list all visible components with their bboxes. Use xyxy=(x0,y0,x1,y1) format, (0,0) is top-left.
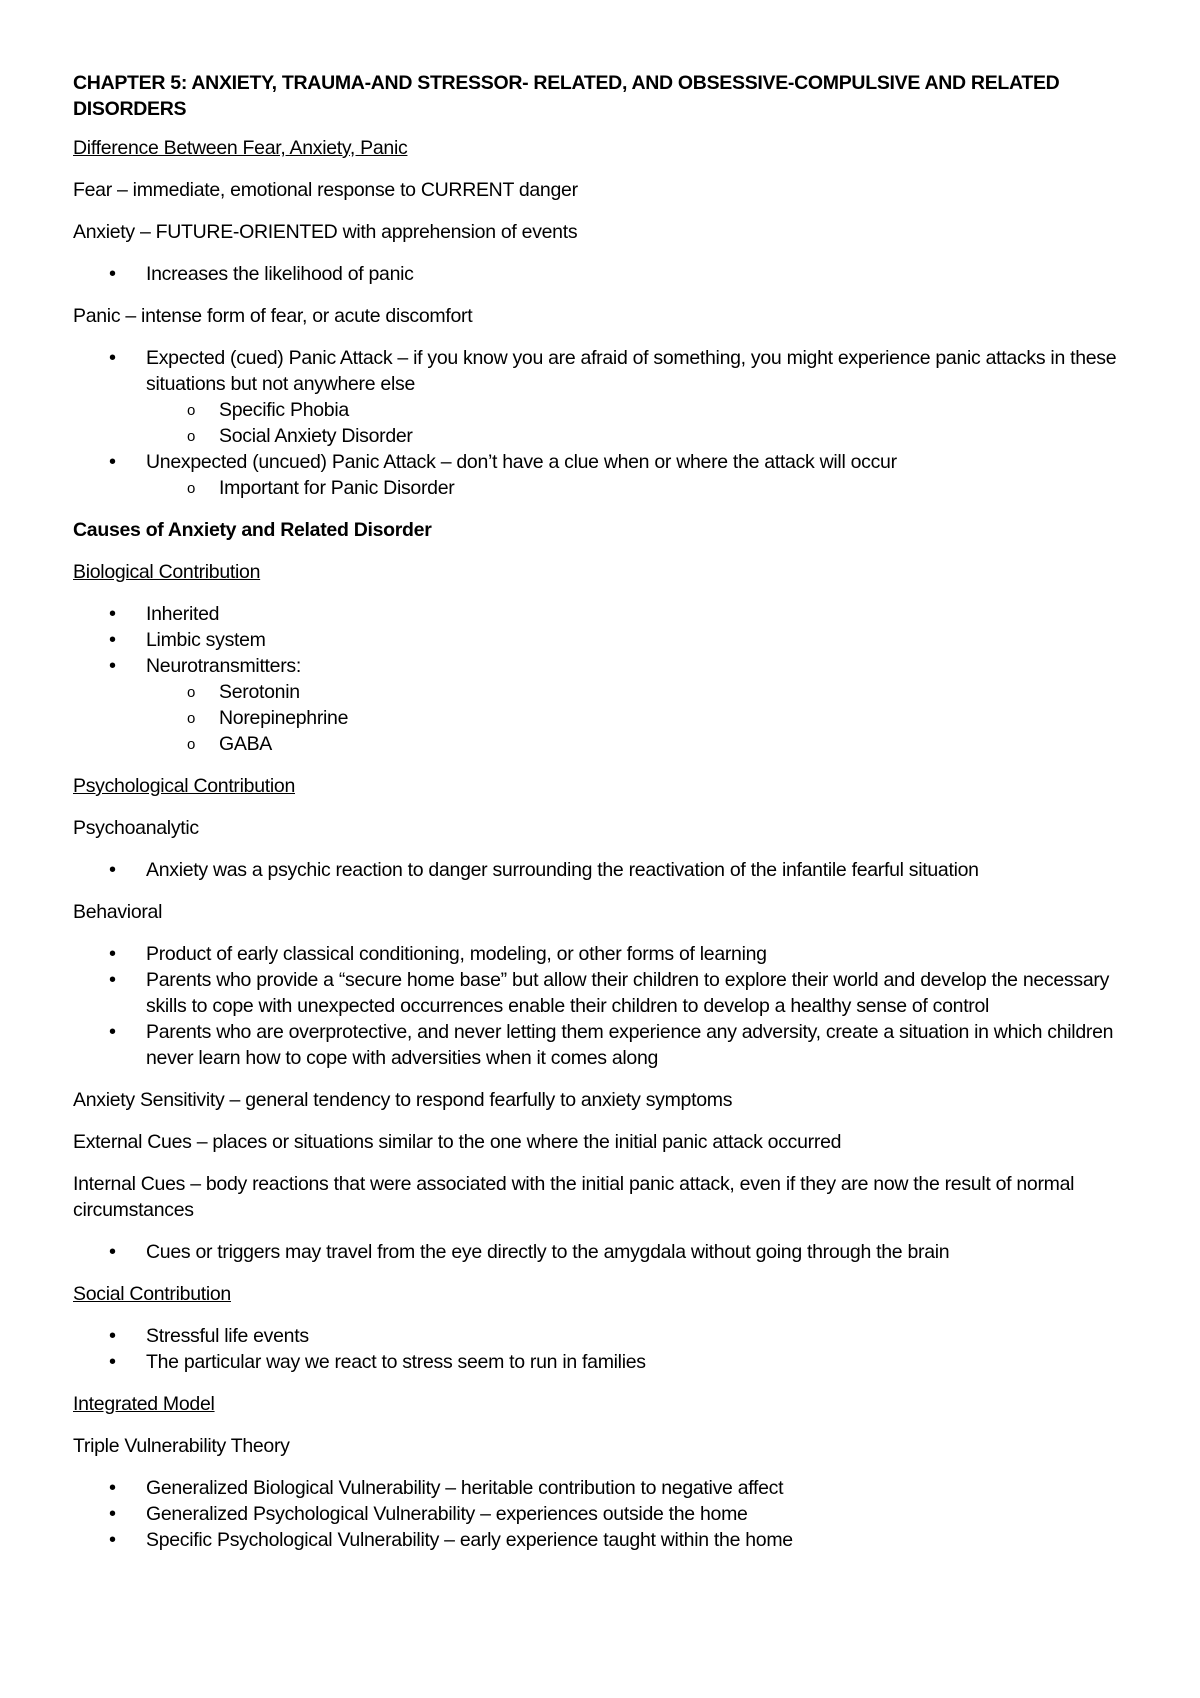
psychoanalytic-list xyxy=(73,857,1143,883)
list-item: • The particular way we react to stress seem to run in families xyxy=(73,1349,1143,1375)
list-item: • Unexpected (uncued) Panic Attack – don’t have a clue when or where the attack will occur xyxy=(73,449,1143,475)
sub-list-item: o Serotonin xyxy=(73,679,1143,705)
causes-heading: Causes of Anxiety and Related Disorder xyxy=(73,519,432,541)
list-item: • Inherited xyxy=(73,601,1143,627)
sub-list-item: o Norepinephrine xyxy=(73,705,1143,731)
chapter-title: CHAPTER 5: ANXIETY, TRAUMA-AND STRESSOR- RELATED, AND OBSESSIVE-COMPULSIVE AND RELATED DISORDERS xyxy=(73,72,1060,120)
biological-list xyxy=(73,601,1143,757)
list-item: • Generalized Biological Vulnerability – heritable contribution to negative affect xyxy=(73,1475,1143,1501)
section-heading-biological: Biological Contribution xyxy=(73,561,261,583)
list-item: • Product of early classical conditioning, modeling, or other forms of learning xyxy=(73,941,1143,967)
anxiety-list xyxy=(73,261,1143,287)
section-heading-difference: Difference Between Fear, Anxiety, Panic xyxy=(73,137,408,159)
psychoanalytic-label: Psychoanalytic xyxy=(73,817,199,839)
list-item: • Increases the likelihood of panic xyxy=(73,261,1143,287)
fear-definition: Fear – immediate, emotional response to CURRENT danger xyxy=(73,179,578,201)
internal-cues-list xyxy=(73,1239,1143,1265)
list-item: • Cues or triggers may travel from the eye directly to the amygdala without going through the brain xyxy=(73,1239,1143,1265)
section-heading-psychological: Psychological Contribution xyxy=(73,775,295,797)
list-item: • Anxiety was a psychic reaction to danger surrounding the reactivation of the infantile fearful situation xyxy=(73,857,1143,883)
section-heading-integrated: Integrated Model xyxy=(73,1393,215,1415)
internal-cues: Internal Cues – body reactions that were associated with the initial panic attack, even if they are now the result of normal circumstances xyxy=(73,1173,1075,1221)
anxiety-definition: Anxiety – FUTURE-ORIENTED with apprehension of events xyxy=(73,221,578,243)
list-item: • Parents who provide a “secure home base” but allow their children to explore their world and develop the necessary skills to cope with unexpected occurrences enable their children to develop a healthy sense of control xyxy=(73,967,1143,1019)
list-item: • Specific Psychological Vulnerability – early experience taught within the home xyxy=(73,1527,1143,1553)
sub-list-item: o GABA xyxy=(73,731,1143,757)
list-item: • Generalized Psychological Vulnerability – experiences outside the home xyxy=(73,1501,1143,1527)
list-item: • Neurotransmitters: xyxy=(73,653,1143,679)
sub-list-item: o Important for Panic Disorder xyxy=(73,475,1143,501)
list-item: • Expected (cued) Panic Attack – if you know you are afraid of something, you might experience panic attacks in these situations but not anywhere else xyxy=(73,345,1143,397)
list-item: • Parents who are overprotective, and never letting them experience any adversity, create a situation in which children never learn how to cope with adversities when it comes along xyxy=(73,1019,1143,1071)
external-cues: External Cues – places or situations similar to the one where the initial panic attack occurred xyxy=(73,1131,842,1153)
triple-vulnerability-label: Triple Vulnerability Theory xyxy=(73,1435,290,1457)
panic-definition: Panic – intense form of fear, or acute discomfort xyxy=(73,305,473,327)
panic-list xyxy=(73,345,1143,501)
behavioral-label: Behavioral xyxy=(73,901,163,923)
behavioral-list xyxy=(73,941,1143,1071)
list-item: • Limbic system xyxy=(73,627,1143,653)
anxiety-sensitivity: Anxiety Sensitivity – general tendency to respond fearfully to anxiety symptoms xyxy=(73,1089,733,1111)
section-heading-social: Social Contribution xyxy=(73,1283,231,1305)
sub-list-item: o Social Anxiety Disorder xyxy=(73,423,1143,449)
social-list xyxy=(73,1323,1143,1375)
sub-list-item: o Specific Phobia xyxy=(73,397,1143,423)
list-item: • Stressful life events xyxy=(73,1323,1143,1349)
document-page xyxy=(73,70,1143,1569)
vulnerability-list xyxy=(73,1475,1143,1553)
